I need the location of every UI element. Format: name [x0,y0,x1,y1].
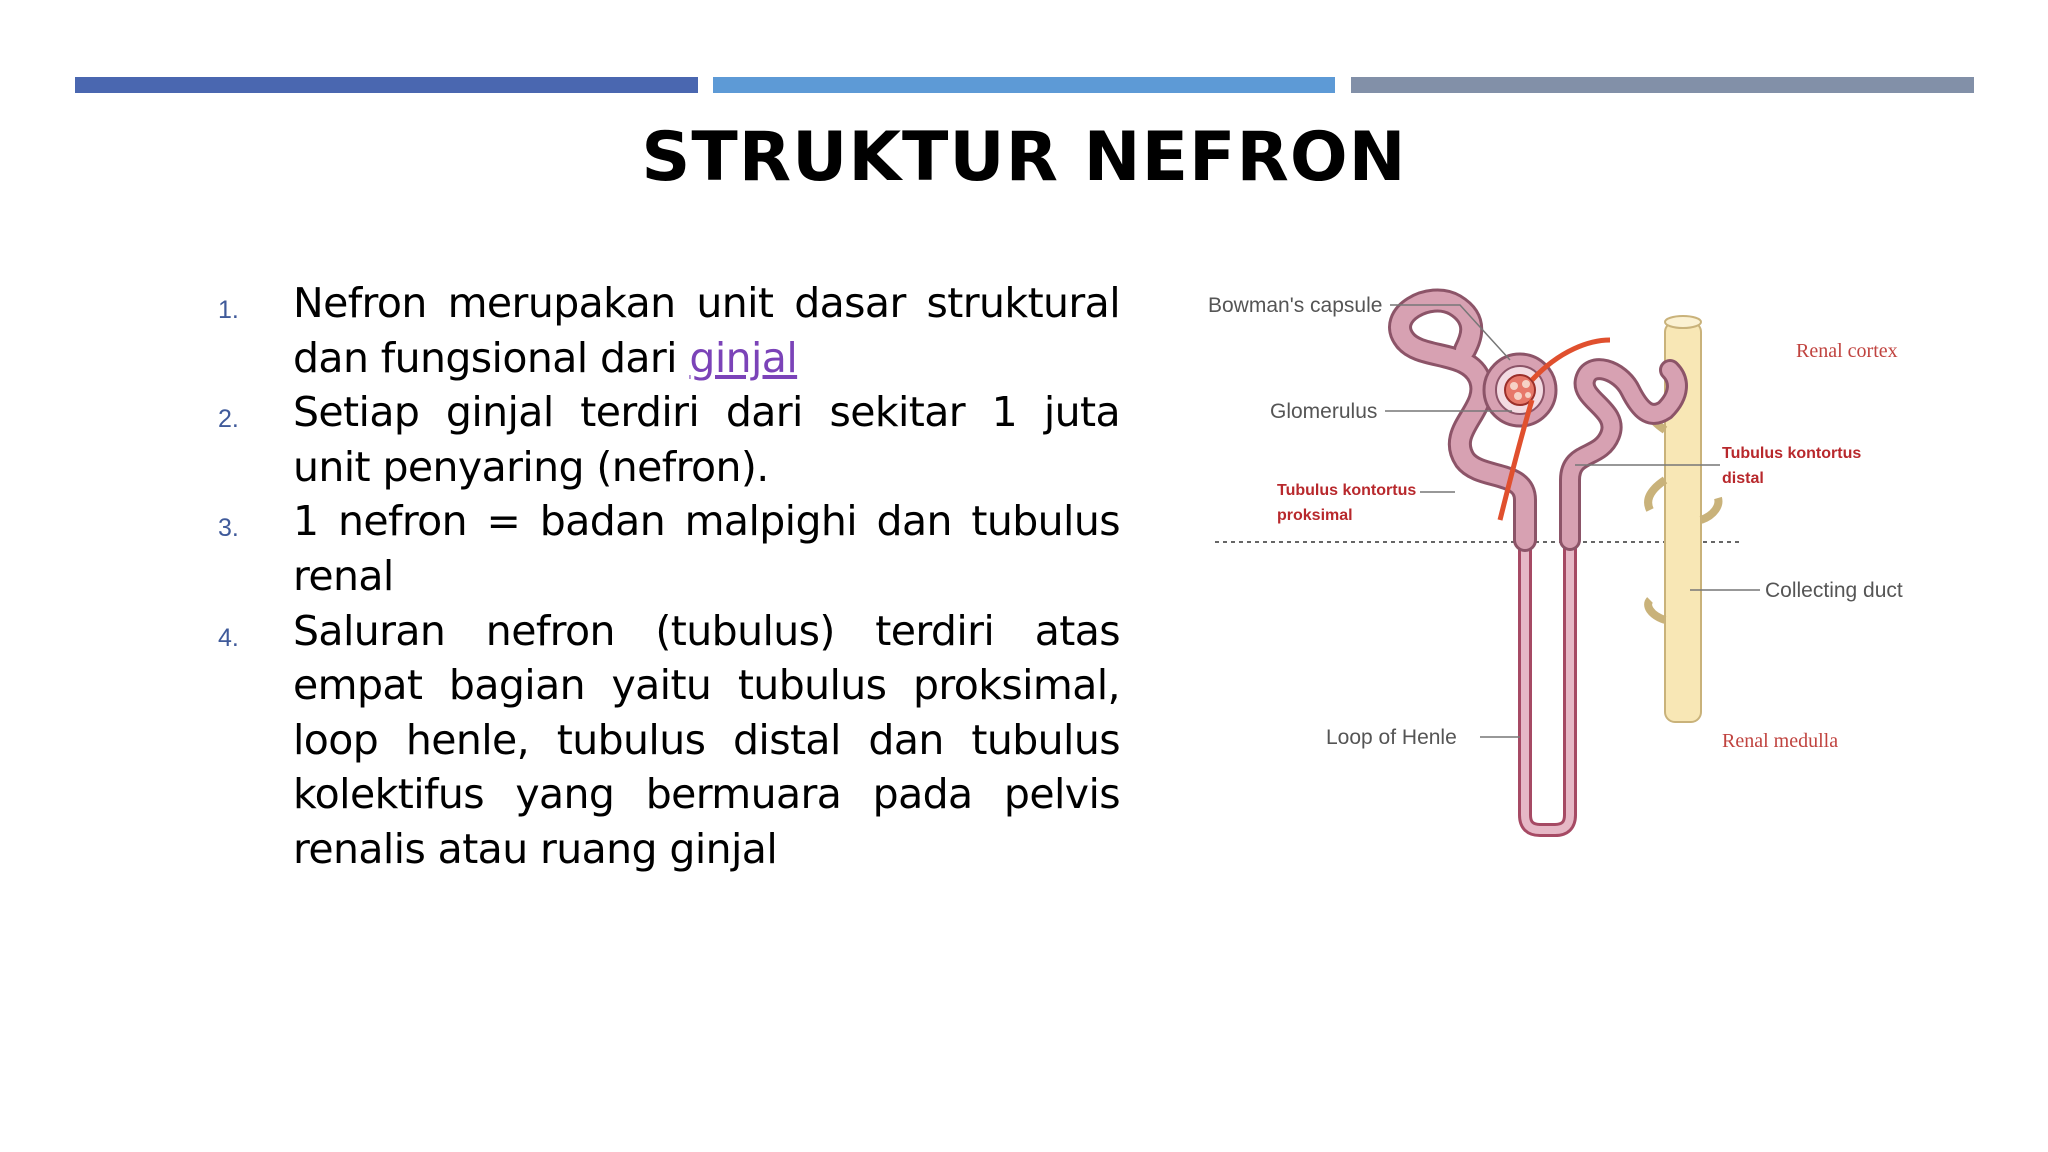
glomerulus-loop [1525,392,1531,398]
label-collecting-duct: Collecting duct [1765,579,1903,602]
header-bar-3 [1351,77,1974,93]
list-item [210,276,1120,385]
label-loop-of-henle: Loop of Henle [1326,726,1457,749]
duct-branch [1648,480,1665,510]
glomerulus-loop [1522,380,1530,388]
label-tubulus-proksimal-line2: proksimal [1277,507,1353,524]
slide-title: STRUKTUR NEFRON [641,118,1407,197]
list-item-number: 3. [218,514,239,543]
list-item-number: 2. [218,405,239,434]
list-item-text: Nefron merupakan unit dasar struktural dan fungsional dari ginjal [293,279,1120,382]
distal-tubule-fill [1570,369,1677,540]
duct-branch [1701,498,1718,520]
label-renal-medulla: Renal medulla [1722,730,1839,752]
ginjal-link[interactable]: ginjal [689,333,798,382]
list-item-number: 4. [218,623,239,652]
content-list [210,276,1120,877]
distal-tubule [1570,369,1677,540]
header-bar-2 [713,77,1335,93]
collecting-duct-top [1665,316,1701,328]
list-item [210,494,1120,603]
list-item-number: 1. [218,296,239,324]
glomerulus-loop [1510,382,1518,390]
label-tubulus-proksimal-line1: Tubulus kontortus [1277,482,1417,499]
henle-loop-outline [1525,530,1570,830]
glomerulus-loop [1514,392,1522,400]
list-item [210,604,1120,877]
list-item [210,385,1120,494]
label-glomerulus: Glomerulus [1270,400,1378,423]
label-bowmans-capsule: Bowman's capsule [1208,294,1383,317]
loop-of-henle [1525,530,1570,830]
label-tubulus-distal-line2: distal [1722,470,1764,487]
nephron-diagram [1180,270,1940,850]
list-item-text: Saluran nefron (tubulus) terdiri atas empat bagian yaitu tubulus proksimal, loop henle, tubulus distal dan tubulus kolektifus yang bermuara pada pelvis renalis atau ruang ginjal [293,606,1120,873]
label-tubulus-distal-line1: Tubulus kontortus [1722,445,1862,462]
list-item-text: 1 nefron = badan malpighi dan tubulus renal [293,497,1120,600]
duct-branch [1648,600,1665,620]
list-item-text: Setiap ginjal terdiri dari sekitar 1 juta unit penyaring (nefron). [293,388,1120,491]
header-bar-1 [75,77,698,93]
label-renal-cortex: Renal cortex [1796,340,1898,362]
